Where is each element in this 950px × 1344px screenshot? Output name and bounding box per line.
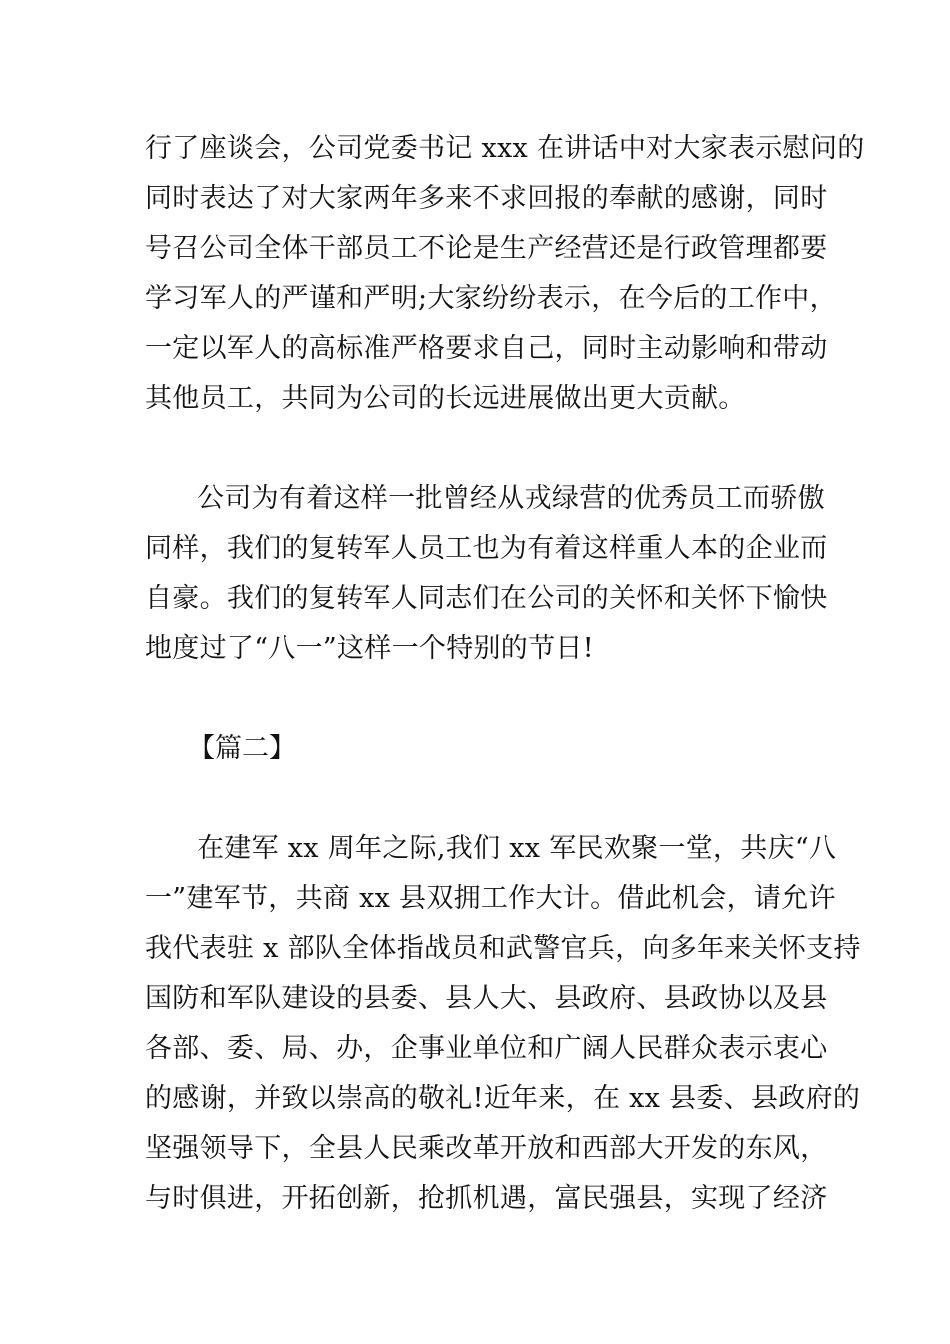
paragraph-line: 其他员工，共同为公司的长远进展做出更大贡献。: [145, 383, 746, 414]
paragraph-line: 学习军人的严谨和严明;大家纷纷表示，在今后的工作中，: [145, 283, 837, 314]
paragraph-line: 地度过了“八一”这样一个特别的节日!: [145, 633, 594, 664]
section-heading: 【篇二】: [188, 733, 296, 764]
paragraph-line: 与时俱进，开拓创新，抢抓机遇，富民强县，实现了经济: [145, 1183, 828, 1214]
paragraph-line: 的感谢，并致以崇高的敬礼!近年来，在 xx 县委、县政府的: [145, 1083, 861, 1114]
paragraph-line: 公司为有着这样一批曾经从戎绿营的优秀员工而骄傲: [197, 483, 825, 514]
paragraph-line: 号召公司全体干部员工不论是生产经营还是行政管理都要: [145, 233, 828, 264]
paragraph-line: 在建军 xx 周年之际,我们 xx 军民欢聚一堂，共庆“八: [197, 833, 837, 864]
paragraph-line: 我代表驻 x 部队全体指战员和武警官兵，向多年来关怀支持: [145, 933, 861, 964]
paragraph-line: 同时表达了对大家两年多来不求回报的奉献的感谢，同时: [145, 183, 828, 214]
paragraph-line: 国防和军队建设的县委、县人大、县政府、县政协以及县: [145, 983, 828, 1014]
paragraph-line: 各部、委、局、办，企事业单位和广阔人民群众表示衷心: [145, 1033, 828, 1064]
paragraph-line: 坚强领导下，全县人民乘改革开放和西部大开发的东风，: [145, 1133, 828, 1164]
paragraph-line: 自豪。我们的复转军人同志们在公司的关怀和关怀下愉快: [145, 583, 828, 614]
paragraph-line: 一定以军人的高标准严格要求自己，同时主动影响和带动: [145, 333, 828, 364]
paragraph-line: 一”建军节，共商 xx 县双拥工作大计。借此机会，请允许: [145, 883, 836, 914]
paragraph-line: 行了座谈会，公司党委书记 xxx 在讲话中对大家表示慰问的: [145, 133, 865, 164]
paragraph-line: 同样，我们的复转军人员工也为有着这样重人本的企业而: [145, 533, 828, 564]
